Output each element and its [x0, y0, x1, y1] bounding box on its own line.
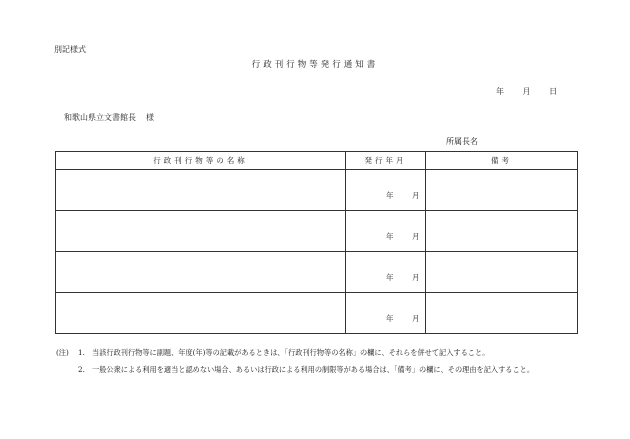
- addressee: [64, 112, 154, 123]
- note-item: [56, 344, 534, 361]
- document-title: 行政刊行物等発行通知書: [251, 60, 379, 70]
- table-row: [56, 252, 578, 293]
- remarks-cell[interactable]: [426, 211, 578, 252]
- month-label: 月: [412, 232, 420, 241]
- year-label: 年: [386, 314, 394, 323]
- table-row: [56, 211, 578, 252]
- director-name-label: 所属長名: [446, 137, 478, 146]
- publication-table: [55, 151, 578, 334]
- publication-name-cell[interactable]: [56, 293, 346, 334]
- issue-date-cell[interactable]: [346, 293, 426, 334]
- note-text: 当該行政刊行物等に副題、年度(年)等の記載があるときは、「行政刊行物等の名称」の欄に、それらを併せて記入すること。: [92, 348, 490, 357]
- year-label: 年: [386, 273, 394, 282]
- year-label: 年: [386, 232, 394, 241]
- addressee-honorific: 様: [146, 113, 154, 122]
- date-day-label: 日: [549, 87, 558, 96]
- notes-section: [56, 344, 534, 378]
- date-year-label: 年: [496, 87, 504, 96]
- remarks-cell[interactable]: [426, 293, 578, 334]
- remarks-cell[interactable]: [426, 252, 578, 293]
- issue-date-cell[interactable]: [346, 211, 426, 252]
- issue-date-cell[interactable]: [346, 252, 426, 293]
- year-label: 年: [386, 191, 394, 200]
- header-remarks: 備考: [426, 152, 578, 170]
- month-label: 月: [412, 273, 420, 282]
- publication-name-cell[interactable]: [56, 211, 346, 252]
- table-row: [56, 293, 578, 334]
- publication-name-cell[interactable]: [56, 170, 346, 211]
- notes-prefix: (注): [56, 348, 69, 357]
- month-label: 月: [412, 191, 420, 200]
- header-publication-name: 行政刊行物等の名称: [56, 152, 346, 170]
- header-issue-date: 発行年月: [346, 152, 426, 170]
- issue-date-cell[interactable]: [346, 170, 426, 211]
- date-month-label: 月: [522, 87, 531, 96]
- table-row: [56, 170, 578, 211]
- note-item: [56, 361, 534, 378]
- date-line: [496, 86, 557, 97]
- remarks-cell[interactable]: [426, 170, 578, 211]
- month-label: 月: [412, 314, 420, 323]
- note-number: 2.: [78, 365, 85, 374]
- form-label: 別記様式: [54, 45, 86, 54]
- table-header-row: [56, 152, 578, 170]
- note-number: 1.: [78, 348, 85, 357]
- addressee-name: 和歌山県立文書館長: [64, 113, 136, 122]
- publication-name-cell[interactable]: [56, 252, 346, 293]
- note-text: 一般公衆による利用を適当と認めない場合、あるいは行政による利用の制限等がある場合は、「備考」の欄に、その理由を記入すること。: [92, 365, 535, 374]
